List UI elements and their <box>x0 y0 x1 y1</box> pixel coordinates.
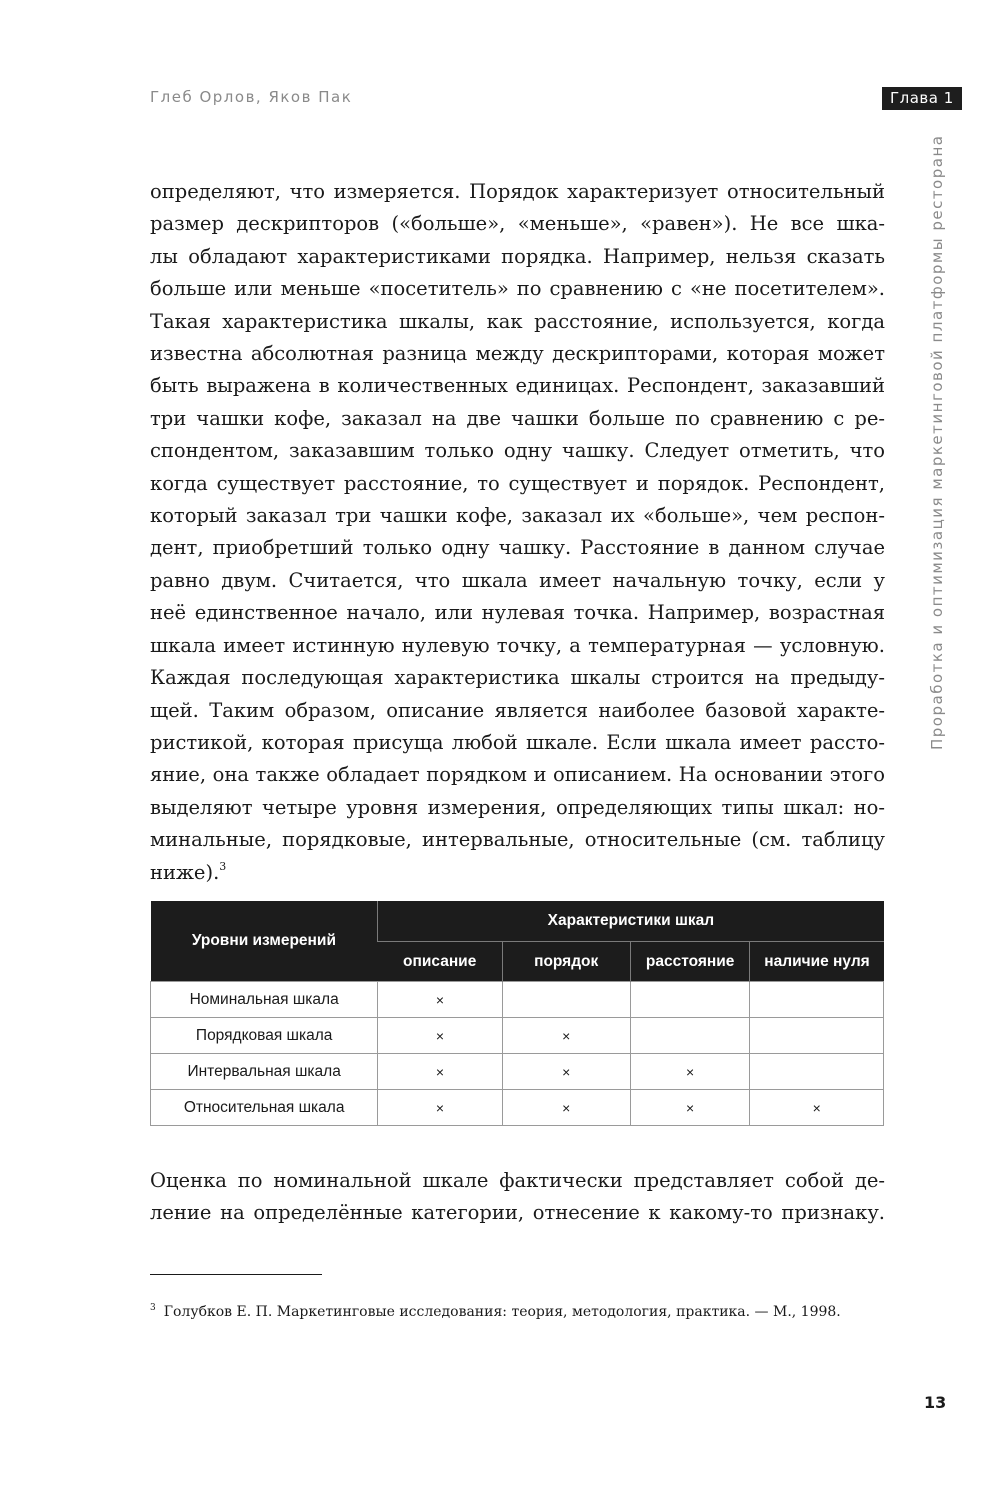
subheader-distance: расстояние <box>630 942 750 982</box>
text-line: быть выражена в количественных единицах. Респондент, заказавший <box>150 374 885 398</box>
footnote-reference[interactable]: 3 <box>219 859 227 873</box>
text-line: Каждая последующая характеристика шкалы строится на предыду- <box>150 666 885 690</box>
text-line: Такая характеристика шкалы, как расстояние, используется, когда <box>150 309 885 333</box>
subheader-description: описание <box>378 942 502 982</box>
row-label: Интервальная шкала <box>151 1054 378 1090</box>
text-line: когда существует расстояние, то существует и порядок. Респондент, <box>150 471 885 495</box>
cell-mark <box>750 1054 884 1090</box>
subheader-zero: наличие нуля <box>750 942 884 982</box>
table-row <box>151 1018 884 1054</box>
cell-mark: × <box>630 1090 750 1126</box>
header-characteristics: Характеристики шкал <box>378 901 884 942</box>
text-line: который заказал три чашки кофе, заказал их «больше», чем респон- <box>150 504 885 528</box>
cell-mark: × <box>502 1090 630 1126</box>
chapter-badge: Глава 1 <box>882 87 962 110</box>
row-label: Порядковая шкала <box>151 1018 378 1054</box>
text-line: дент, приобретший только одну чашку. Расстояние в данном случае <box>150 536 885 560</box>
table-row <box>151 1090 884 1126</box>
body-paragraph <box>150 176 885 889</box>
cell-mark <box>750 1018 884 1054</box>
cell-mark: × <box>502 1018 630 1054</box>
text-line: яние, она также обладает порядком и описанием. На основании этого <box>150 763 885 787</box>
vertical-book-title: Проработка и оптимизация маркетинговой платформы ресторана <box>928 134 946 750</box>
footnote-text: Голубков Е. П. Маркетинговые исследования: теория, методология, практика. — М., 1998. <box>163 1304 841 1320</box>
text-line: известна абсолютная разница между дескрипторами, которая может <box>150 342 885 366</box>
table-row <box>151 1054 884 1090</box>
text-line: шкала имеет истинную нулевую точку, а температурная — условную. <box>150 633 885 657</box>
cell-mark <box>750 982 884 1018</box>
cell-mark: × <box>750 1090 884 1126</box>
cell-mark: × <box>630 1054 750 1090</box>
text-line: ление на определённые категории, отнесение к какому-то признаку. <box>150 1201 885 1225</box>
cell-mark: × <box>378 1018 502 1054</box>
cell-mark: × <box>502 1054 630 1090</box>
footnote <box>150 1298 885 1322</box>
text-line: выделяют четыре уровня измерения, определяющих типы шкал: но- <box>150 795 885 819</box>
cell-mark: × <box>378 982 502 1018</box>
footnote-mark: 3 <box>150 1303 156 1313</box>
page-number: 13 <box>924 1393 947 1412</box>
subheader-order: порядок <box>502 942 630 982</box>
text-line: спондентом, заказавшим только одну чашку. Следует отметить, что <box>150 439 885 463</box>
text-line: равно двум. Считается, что шкала имеет начальную точку, если у <box>150 568 885 592</box>
text-line: три чашки кофе, заказал на две чашки больше по сравнению с ре- <box>150 406 885 430</box>
text-line-last <box>150 857 885 889</box>
row-label: Номинальная шкала <box>151 982 378 1018</box>
text-line: минальные, порядковые, интервальные, относительные (см. таблицу <box>150 828 885 852</box>
cell-mark: × <box>378 1090 502 1126</box>
text-line: неё единственное начало, или нулевая точка. Например, возрастная <box>150 601 885 625</box>
header-levels: Уровни измерений <box>151 901 378 982</box>
scale-levels-table <box>150 901 884 1126</box>
row-label: Относительная шкала <box>151 1090 378 1126</box>
text-line: щей. Таким образом, описание является наиболее базовой характе- <box>150 698 885 722</box>
text-line: больше или меньше «посетитель» по сравнению с «не посетителем». <box>150 277 885 301</box>
text-line: лы обладают характеристиками порядка. Например, нельзя сказать <box>150 244 885 268</box>
text-line: определяют, что измеряется. Порядок характеризует относительный <box>150 180 885 203</box>
cell-mark <box>630 1018 750 1054</box>
footnote-divider <box>150 1274 322 1275</box>
cell-mark: × <box>378 1054 502 1090</box>
running-head-authors: Глеб Орлов, Яков Пак <box>150 88 353 106</box>
after-table-paragraph <box>150 1165 885 1230</box>
text-line: размер дескрипторов («больше», «меньше», «равен»). Не все шка- <box>150 212 885 236</box>
text-line: ристикой, которая присуща любой шкале. Если шкала имеет рассто- <box>150 730 885 754</box>
text-line: Оценка по номинальной шкале фактически представляет собой де- <box>150 1169 885 1192</box>
cell-mark <box>630 982 750 1018</box>
last-line-text: ниже). <box>150 860 220 884</box>
table-row <box>151 982 884 1018</box>
cell-mark <box>502 982 630 1018</box>
